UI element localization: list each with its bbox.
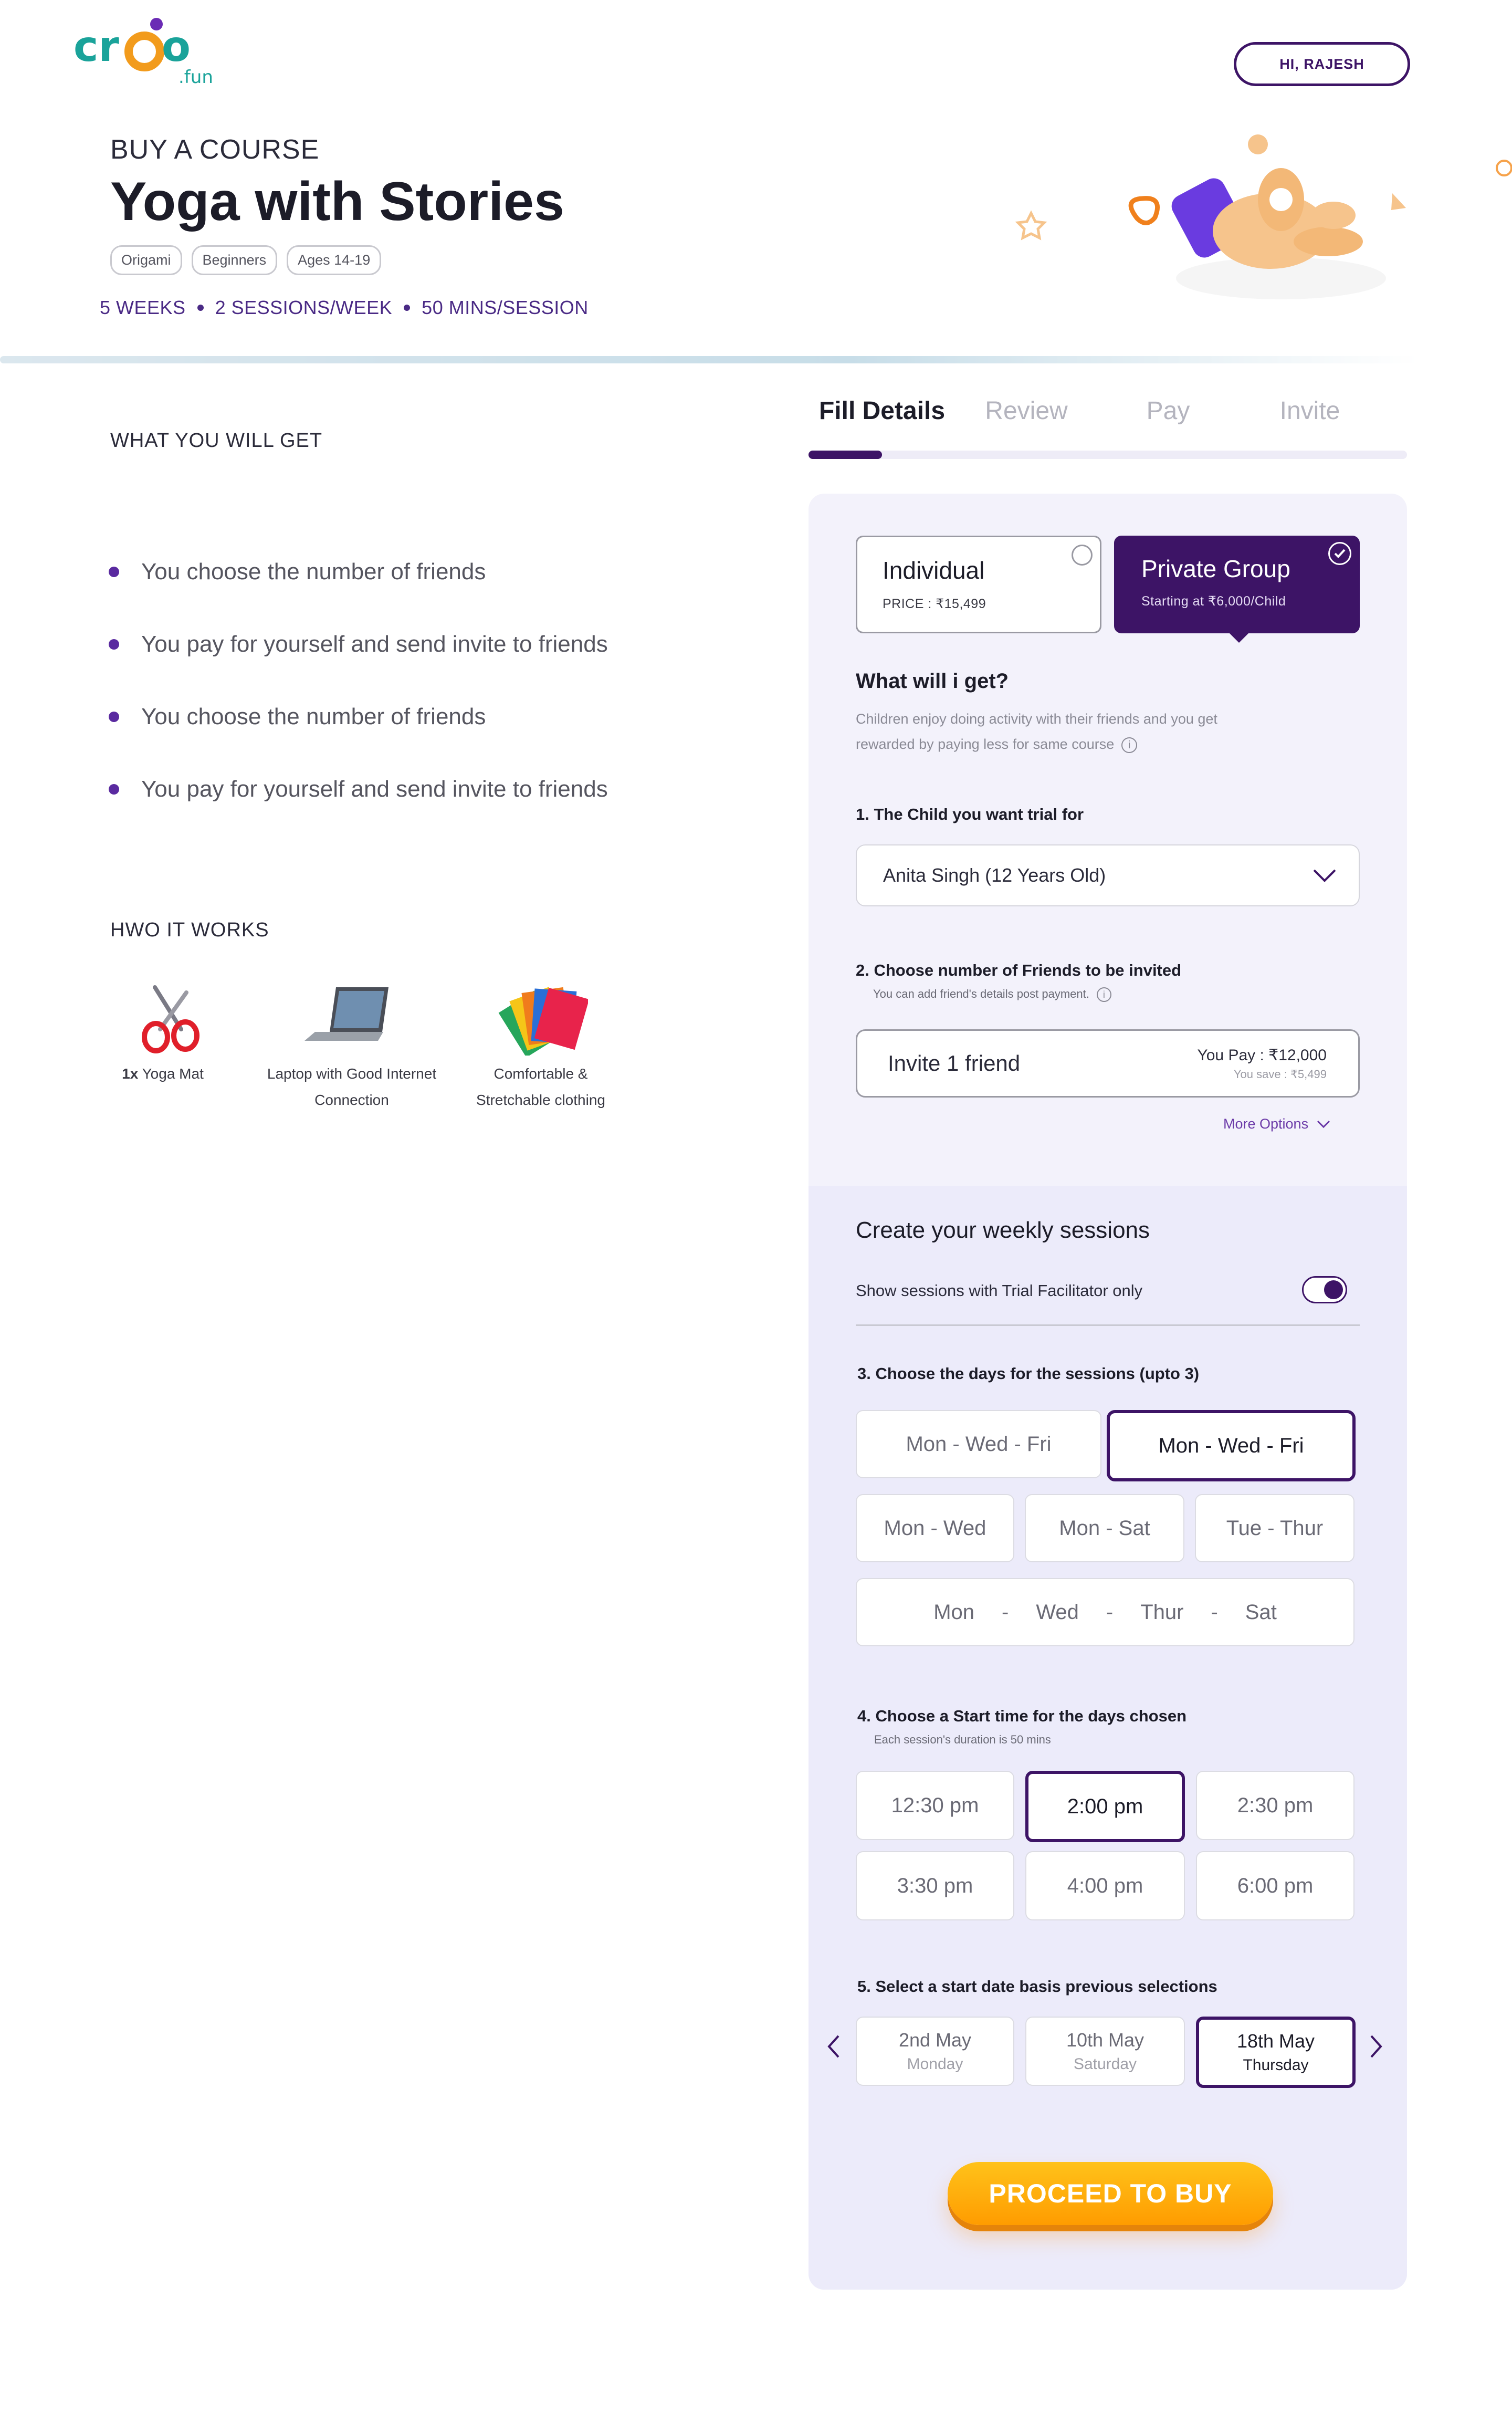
bullet-icon (109, 712, 119, 722)
time-label: 12:30 pm (891, 1793, 979, 1817)
tab-pay[interactable]: Pay (1146, 397, 1190, 425)
days-option-label: Mon - Sat (1059, 1516, 1150, 1540)
date-label: 10th May (1066, 2029, 1144, 2051)
hero-hand-illustration (987, 126, 1512, 326)
weekday-label: Monday (907, 2055, 963, 2073)
chevron-right-icon (1369, 2034, 1383, 2059)
friends-count-select[interactable] (856, 1029, 1360, 1098)
tag-chip: Ages 14-19 (287, 245, 381, 275)
weekday-label: Thursday (1243, 2056, 1309, 2074)
trial-facilitator-label: Show sessions with Trial Facilitator only (856, 1281, 1143, 1300)
day-label: Mon (933, 1600, 974, 1624)
bullet-icon (109, 567, 119, 577)
benefit-text: You pay for yourself and send invite to friends (141, 631, 608, 657)
date-label: 18th May (1236, 2030, 1315, 2052)
friends-count-sublabel (873, 987, 1111, 1002)
child-select-dropdown[interactable] (856, 844, 1360, 906)
date-option[interactable] (856, 2017, 1014, 2086)
requirement-item (257, 977, 446, 1113)
radio-checked-icon[interactable] (1328, 542, 1351, 565)
start-time-sublabel: Each session's duration is 50 mins (874, 1733, 1051, 1746)
meta-weeks: 5 WEEKS (100, 297, 186, 318)
time-label: 6:00 pm (1237, 1874, 1314, 1897)
day-separator: - (1106, 1600, 1114, 1624)
time-option-selected[interactable] (1025, 1771, 1185, 1842)
tag-chip: Beginners (192, 245, 278, 275)
child-select-value: Anita Singh (12 Years Old) (883, 864, 1106, 886)
date-label: 2nd May (898, 2029, 972, 2051)
weekday-label: Saturday (1073, 2055, 1137, 2073)
trial-facilitator-toggle[interactable] (1302, 1276, 1347, 1303)
chevron-down-icon (1317, 1120, 1330, 1129)
plan-title: Individual (883, 557, 985, 584)
requirement-text: Stretchable clothing (476, 1092, 605, 1108)
tab-review[interactable]: Review (985, 397, 1068, 425)
benefit-text: You choose the number of friends (141, 559, 486, 584)
sessions-title: Create your weekly sessions (856, 1217, 1150, 1243)
days-option-label: Mon - Wed - Fri (1158, 1434, 1304, 1457)
toggle-knob (1324, 1280, 1343, 1299)
course-meta (100, 297, 589, 319)
meta-sessions: 2 SESSIONS/WEEK (215, 297, 393, 318)
steps-progress-track (808, 451, 1407, 459)
info-icon[interactable]: i (1121, 737, 1137, 753)
plan-individual-card[interactable] (856, 536, 1101, 633)
scissors-icon (123, 977, 202, 1056)
days-option[interactable] (1195, 1494, 1354, 1562)
days-label: 3. Choose the days for the sessions (upto 3) (857, 1364, 1200, 1383)
list-item (108, 681, 608, 753)
description-line: Children enjoy doing activity with their friends and you get (856, 711, 1217, 727)
days-option[interactable] (1025, 1494, 1184, 1562)
time-label: 4:00 pm (1067, 1874, 1143, 1897)
time-label: 3:30 pm (897, 1874, 973, 1897)
benefit-text: You choose the number of friends (141, 704, 486, 729)
requirement-item (105, 977, 220, 1113)
time-option[interactable] (1196, 1851, 1354, 1920)
date-option[interactable] (1025, 2017, 1185, 2086)
requirement-qty: 1x (122, 1066, 139, 1082)
checkout-steps (808, 396, 1407, 444)
day-label: Thur (1140, 1600, 1184, 1624)
days-option[interactable] (856, 1494, 1014, 1562)
more-options-label: More Options (1223, 1116, 1309, 1132)
date-option-selected[interactable] (1196, 2017, 1356, 2088)
crejo-logo[interactable] (74, 15, 215, 88)
tab-fill-details[interactable]: Fill Details (818, 397, 946, 425)
day-label: Sat (1245, 1600, 1277, 1624)
user-greeting-button[interactable]: HI, RAJESH (1234, 42, 1410, 86)
date-prev-button[interactable] (827, 2031, 841, 2065)
day-label: Wed (1036, 1600, 1079, 1624)
time-option[interactable] (1025, 1851, 1185, 1920)
section-divider (856, 1324, 1360, 1326)
course-tags (110, 245, 381, 275)
svg-text:o: o (162, 22, 191, 71)
benefits-list (108, 536, 608, 826)
plan-private-group-card[interactable] (1114, 536, 1360, 633)
day-separator: - (1002, 1600, 1009, 1624)
friends-sublabel-text: You can add friend's details post payment. (873, 987, 1089, 1000)
chevron-left-icon (827, 2034, 841, 2059)
friends-count-value: Invite 1 friend (888, 1051, 1021, 1075)
meta-separator-dot (404, 305, 410, 311)
date-next-button[interactable] (1369, 2031, 1383, 2065)
tag-chip: Origami (110, 245, 182, 275)
days-option-label: Mon - Wed (884, 1516, 986, 1540)
bullet-icon (109, 784, 119, 795)
time-label: 2:30 pm (1237, 1793, 1314, 1817)
header-divider (0, 356, 1418, 363)
benefit-text: You pay for yourself and send invite to friends (141, 776, 608, 802)
time-option[interactable] (856, 1771, 1014, 1840)
requirement-text: Connection (314, 1092, 389, 1108)
requirement-text: Laptop with Good Internet (267, 1066, 437, 1082)
chevron-down-icon (1312, 868, 1337, 883)
requirements-list (105, 977, 620, 1113)
plan-price: Starting at ₹6,000/Child (1141, 594, 1286, 609)
requirement-item (462, 977, 620, 1113)
laptop-icon (299, 977, 404, 1056)
meta-separator-dot (197, 305, 204, 311)
meta-duration: 50 MINS/SESSION (422, 297, 589, 318)
you-pay-amount: You Pay : ₹12,000 (1197, 1046, 1327, 1064)
friends-count-label: 2. Choose number of Friends to be invited (856, 961, 1182, 979)
course-title: Yoga with Stories (110, 171, 564, 232)
description-line: rewarded by paying less for same course (856, 736, 1115, 752)
start-time-label: 4. Choose a Start time for the days chosen (857, 1707, 1187, 1725)
what-you-get-heading: WHAT YOU WILL GET (110, 430, 323, 452)
info-icon[interactable]: i (1097, 987, 1111, 1002)
time-label: 2:00 pm (1067, 1794, 1143, 1818)
list-item (108, 608, 608, 681)
plan-title: Private Group (1141, 555, 1290, 582)
you-save-amount: You save : ₹5,499 (1233, 1067, 1327, 1081)
time-option[interactable] (856, 1851, 1014, 1920)
radio-unchecked-icon[interactable] (1072, 545, 1093, 566)
days-option[interactable] (856, 1578, 1354, 1646)
plan-price: PRICE : ₹15,499 (883, 597, 986, 611)
steps-progress-fill (808, 451, 882, 459)
what-will-i-get-description (856, 706, 1255, 757)
days-option[interactable] (856, 1410, 1101, 1478)
what-will-i-get-title: What will i get? (856, 670, 1009, 693)
svg-text:.fun: .fun (178, 67, 213, 88)
child-select-label: 1. The Child you want trial for (856, 805, 1084, 823)
requirement-text: Yoga Mat (138, 1066, 204, 1082)
bullet-icon (109, 639, 119, 650)
requirement-text: Comfortable & (494, 1066, 588, 1082)
start-date-label: 5. Select a start date basis previous selections (857, 1977, 1217, 1996)
tab-invite[interactable]: Invite (1279, 397, 1340, 425)
day-separator: - (1211, 1600, 1218, 1624)
days-option-label: Tue - Thur (1226, 1516, 1324, 1540)
days-option-selected[interactable] (1107, 1410, 1356, 1481)
more-options-link[interactable] (1223, 1116, 1330, 1132)
svg-text:cr: cr (74, 22, 119, 71)
time-option[interactable] (1196, 1771, 1354, 1840)
purchase-form-panel (808, 494, 1407, 2290)
clothing-icon (494, 977, 588, 1056)
buy-course-label: BUY A COURSE (110, 134, 320, 165)
selected-card-pointer (1227, 631, 1251, 643)
list-item (108, 753, 608, 826)
days-option-label: Mon - Wed - Fri (906, 1432, 1052, 1456)
how-it-works-heading: HWO IT WORKS (110, 919, 269, 941)
proceed-to-buy-button[interactable]: PROCEED TO BUY (948, 2162, 1273, 2225)
list-item (108, 536, 608, 608)
